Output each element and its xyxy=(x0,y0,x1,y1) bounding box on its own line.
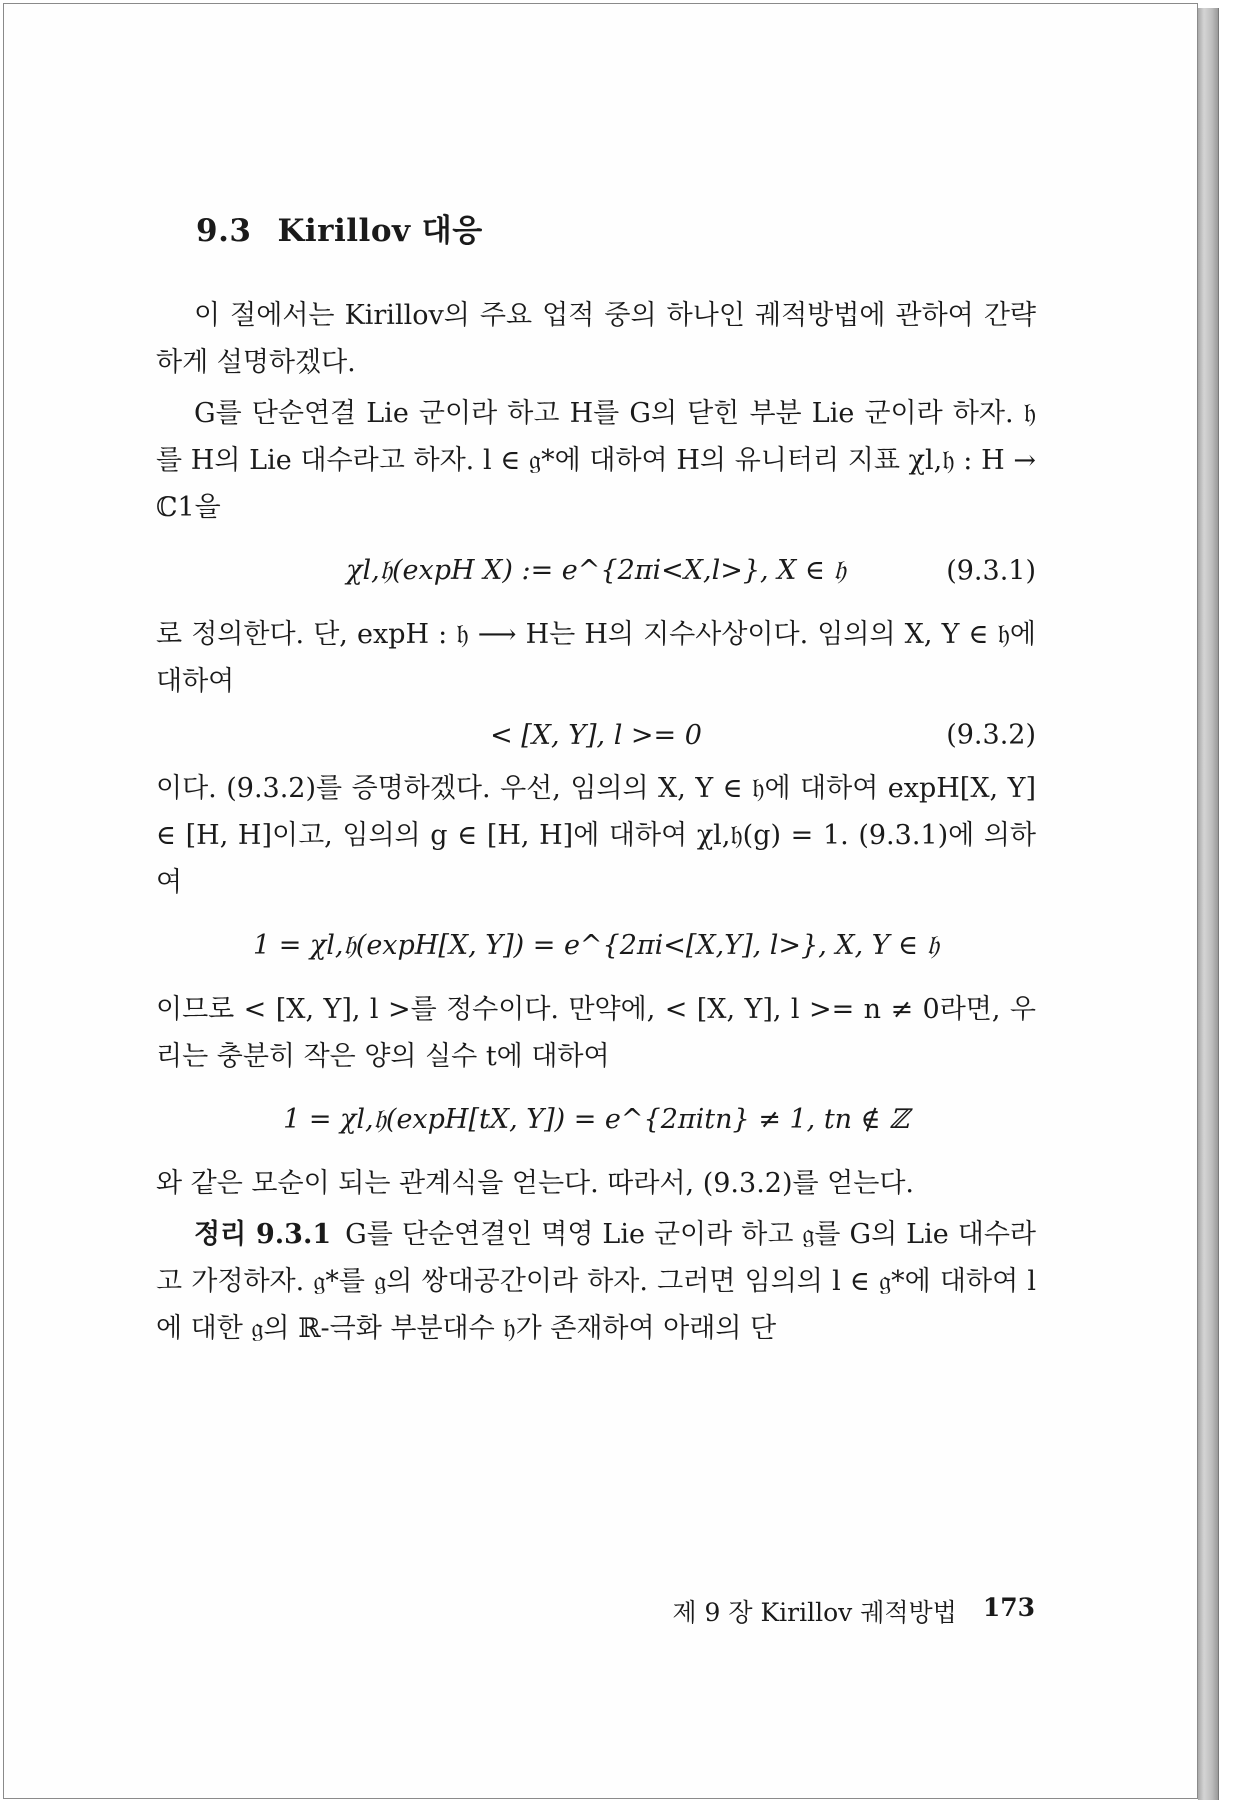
paragraph-proof: 이다. (9.3.2)를 증명하겠다. 우선, 임의의 X, Y ∈ 𝔥에 대하여 expH[X, Y] ∈ [H, H]이고, 임의의 g ∈ [H, H]에 대하여 χl,𝔥(g) = 1. (9.3.1)에 의하여 xyxy=(156,773,1036,898)
section-heading xyxy=(196,205,1036,250)
paragraph-definition: G를 단순연결 Lie 군이라 하고 H를 G의 닫힌 부분 Lie 군이라 하자. 𝔥를 H의 Lie 대수라고 하자. l ∈ 𝔤*에 대하여 H의 유니터리 지표 χl,𝔥 : H → ℂ1을 xyxy=(156,398,1036,523)
section-title: Kirillov 대응 xyxy=(277,213,483,249)
paragraph-conclusion: 와 같은 모순이 되는 관계식을 얻는다. 따라서, (9.3.2)를 얻는다. xyxy=(156,1168,914,1199)
page-content xyxy=(156,205,1036,1352)
equation-body: < [X, Y], l >= 0 xyxy=(490,719,702,751)
equation-contradiction xyxy=(156,1080,1036,1160)
equation-commutator xyxy=(156,906,1036,986)
theorem-statement: G를 단순연결인 멱영 Lie 군이라 하고 𝔤를 G의 Lie 대수라고 가정하자. 𝔤*를 𝔤의 쌍대공간이라 하자. 그러면 임의의 l ∈ 𝔤*에 대하여 l에 대한 𝔤의 ℝ-극화 부분대수 𝔥가 존재하여 아래의 단 xyxy=(156,1219,1036,1344)
running-header-chapter: 제 9 장 Kirillov 궤적방법 xyxy=(672,1598,957,1627)
page-number: 173 xyxy=(982,1593,1035,1622)
equation-label: (9.3.1) xyxy=(946,555,1036,587)
equation-label: (9.3.2) xyxy=(946,719,1036,751)
paragraph-integer: 이므로 < [X, Y], l >를 정수이다. 만약에, < [X, Y], l >= n ≠ 0라면, 우리는 충분히 작은 양의 실수 t에 대하여 xyxy=(156,994,1036,1072)
paragraph-exponential-map: 로 정의한다. 단, expH : 𝔥 ⟶ H는 H의 지수사상이다. 임의의 X, Y ∈ 𝔥에 대하여 xyxy=(156,619,1036,697)
equation-9-3-1 xyxy=(156,531,1036,611)
equation-body: 1 = χl,𝔥(expH[X, Y]) = e^{2πi<[X,Y], l>}, X, Y ∈ 𝔥 xyxy=(252,930,940,961)
equation-9-3-2 xyxy=(156,705,1036,765)
page-edge-shadow xyxy=(1198,8,1219,1800)
section-number: 9.3 xyxy=(196,213,252,249)
equation-body: χl,𝔥(expH X) := e^{2πi<X,l>}, X ∈ 𝔥 xyxy=(346,555,846,586)
equation-body: 1 = χl,𝔥(expH[tX, Y]) = e^{2πitn} ≠ 1, tn ∉ ℤ xyxy=(283,1104,909,1135)
theorem-heading: 정리 9.3.1 xyxy=(194,1219,332,1250)
theorem-9-3-1 xyxy=(156,1211,1036,1352)
paragraph-intro: 이 절에서는 Kirillov의 주요 업적 중의 하나인 궤적방법에 관하여 간략하게 설명하겠다. xyxy=(156,300,1036,378)
page-footer xyxy=(672,1593,1035,1629)
